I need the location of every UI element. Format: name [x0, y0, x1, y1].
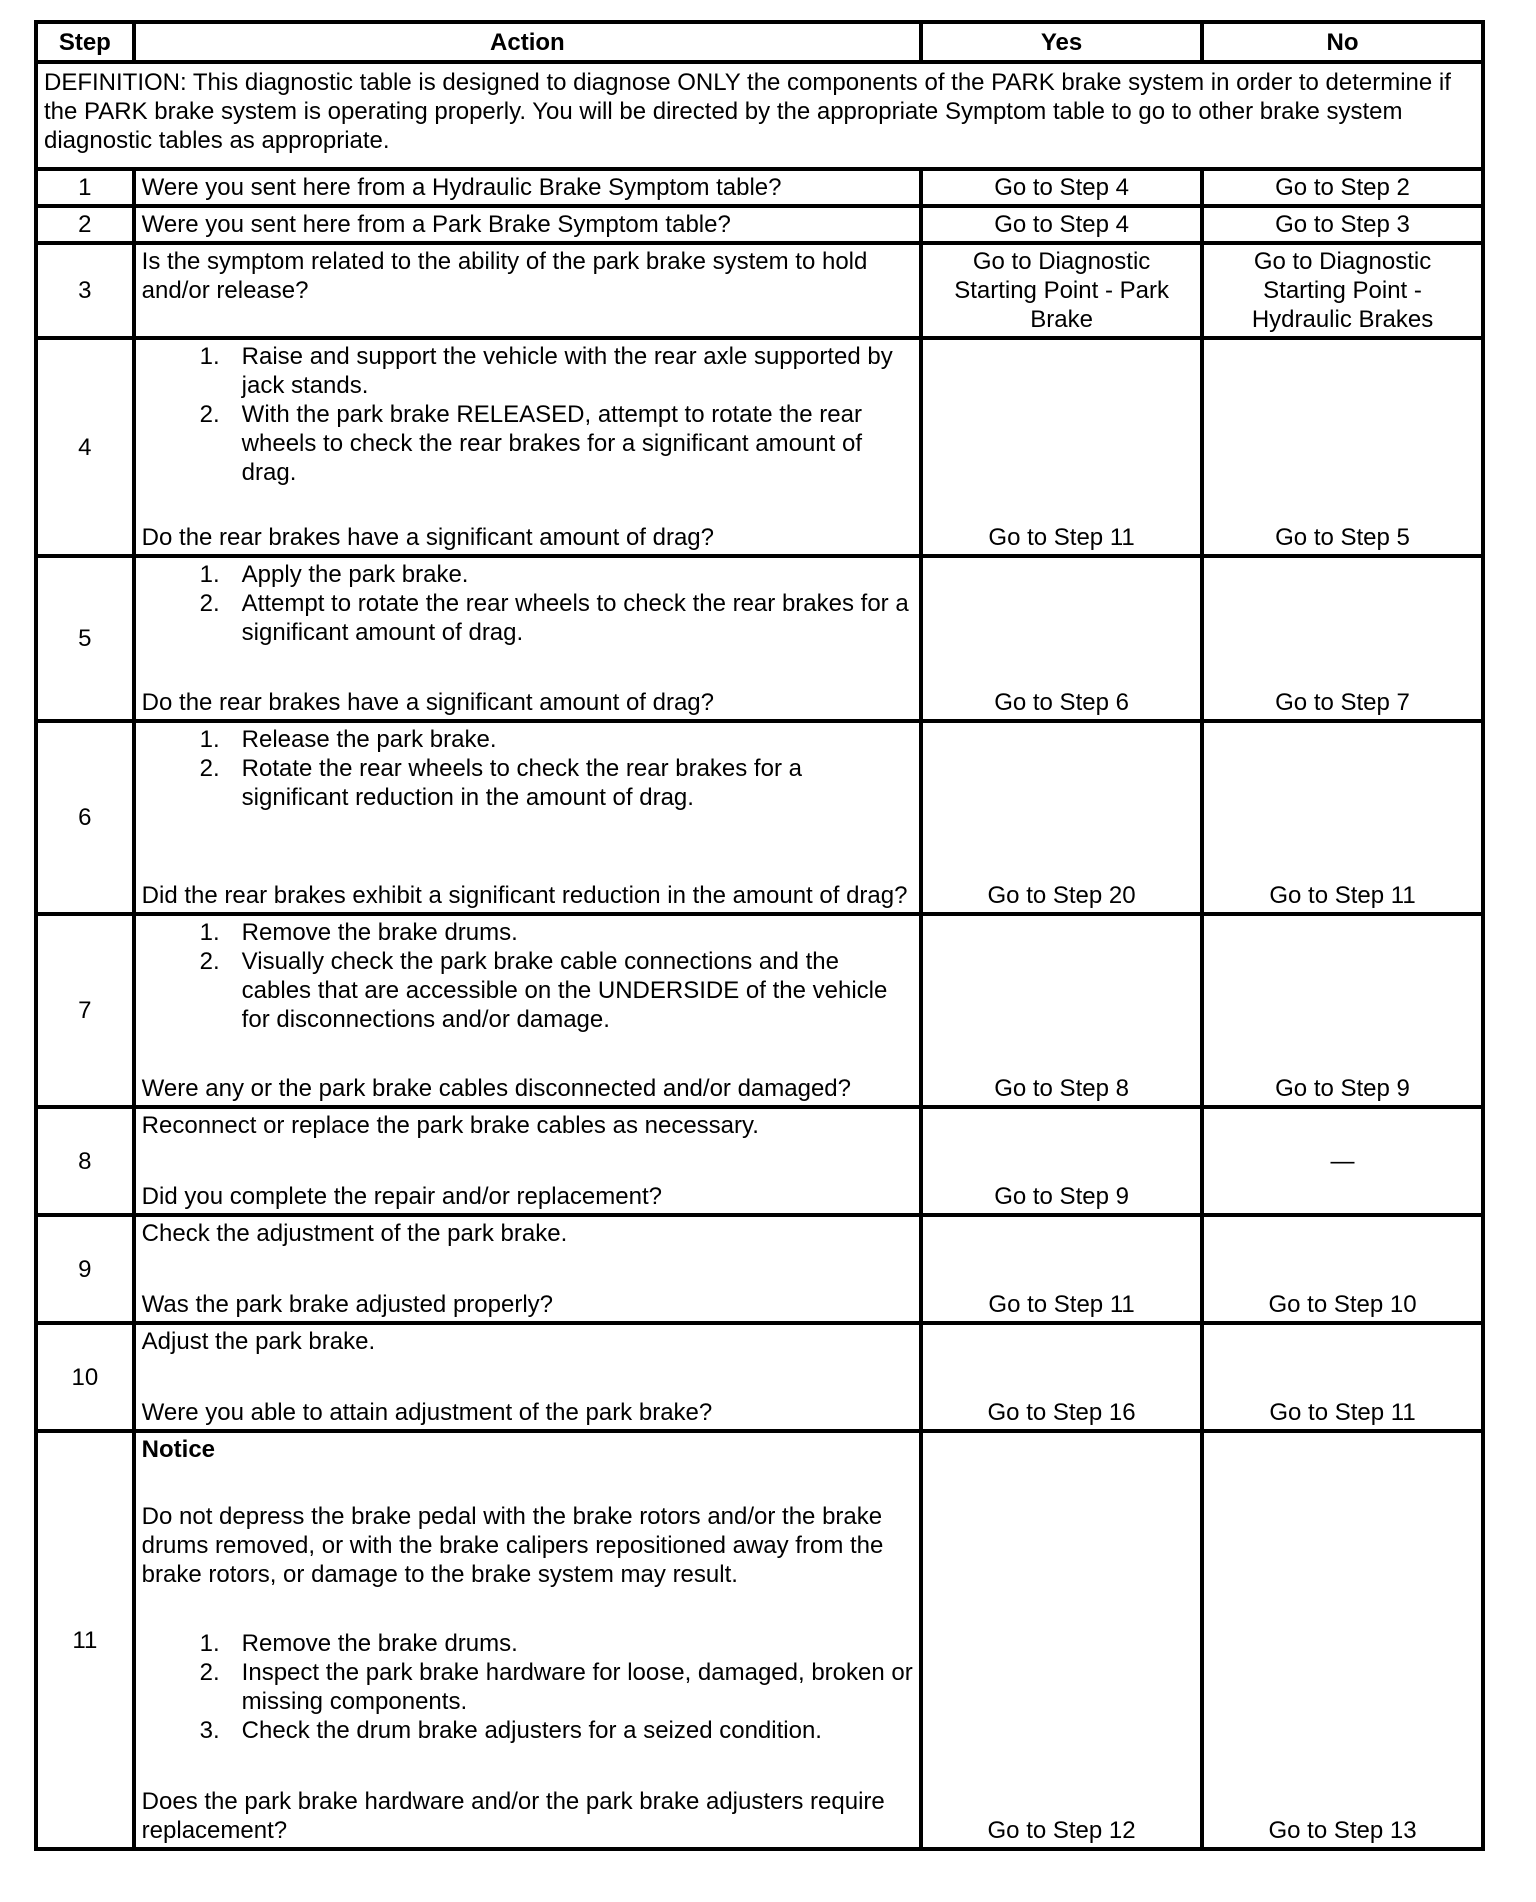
header-step: Step [36, 22, 134, 62]
list-item: 2. Attempt to rotate the rear wheels to check the rear brakes for a significant amount of drag. [199, 590, 909, 646]
substep-list [142, 1629, 913, 1745]
action-instruction: Adjust the park brake. [141, 1328, 376, 1355]
substep-list [142, 560, 913, 647]
no-outcome: Go to Step 11 [1202, 721, 1483, 914]
no-outcome: Go to Step 11 [1202, 1323, 1483, 1431]
no-outcome: Go to Step 7 [1202, 556, 1483, 721]
step-number: 3 [36, 243, 134, 338]
action-cell [134, 338, 921, 556]
step-number: 5 [36, 556, 134, 721]
action-question: Was the park brake adjusted properly? [141, 1291, 553, 1318]
action-cell [134, 914, 921, 1107]
action-question: Do the rear brakes have a significant amount of drag? [141, 524, 715, 551]
action-question: Were any or the park brake cables disconnected and/or damaged? [141, 1075, 851, 1102]
action-question: Do the rear brakes have a significant amount of drag? [141, 689, 715, 716]
step-number: 9 [36, 1215, 134, 1323]
no-outcome: Go to Step 3 [1202, 206, 1483, 243]
step-number: 4 [36, 338, 134, 556]
yes-outcome: Go to Step 6 [921, 556, 1202, 721]
table-row [36, 1323, 1483, 1431]
no-outcome: Go to Step 13 [1202, 1431, 1483, 1849]
action-instruction: Reconnect or replace the park brake cables as necessary. [141, 1112, 759, 1139]
definition-text: DEFINITION: This diagnostic table is designed to diagnose ONLY the components of the PARK brake system in order to determine if the PARK brake system is operating properly. You will be directed by the appropriate Symptom table to go to other brake system diagnostic tables as appropriate. [36, 62, 1483, 169]
park-brake-diagnostic-table [34, 20, 1485, 1851]
action-question: Does the park brake hardware and/or the park brake adjusters require replacement? [141, 1788, 885, 1844]
list-item: 1. Raise and support the vehicle with the rear axle supported by jack stands. [199, 343, 893, 399]
action-question: Were you able to attain adjustment of the park brake? [141, 1399, 713, 1426]
action-question: Did the rear brakes exhibit a significant reduction in the amount of drag? [141, 882, 908, 909]
list-item: 1. Apply the park brake. [199, 561, 469, 588]
yes-outcome: Go to Step 4 [921, 169, 1202, 206]
yes-outcome: Go to Step 11 [921, 1215, 1202, 1323]
no-outcome: Go to Step 5 [1202, 338, 1483, 556]
table-row [36, 1107, 1483, 1215]
list-item: 2. Rotate the rear wheels to check the rear brakes for a significant reduction in the amount of drag. [199, 755, 802, 811]
list-item: 1. Remove the brake drums. [199, 919, 518, 946]
table-row [36, 338, 1483, 556]
header-row [36, 22, 1483, 62]
action-question: Were you sent here from a Park Brake Symptom table? [134, 206, 921, 243]
step-number: 7 [36, 914, 134, 1107]
step-number: 10 [36, 1323, 134, 1431]
table-row [36, 721, 1483, 914]
yes-outcome: Go to Step 8 [921, 914, 1202, 1107]
yes-outcome: Go to Step 9 [921, 1107, 1202, 1215]
header-action: Action [134, 22, 921, 62]
action-cell [134, 1323, 921, 1431]
table-row [36, 169, 1483, 206]
no-outcome: Go to Diagnostic Starting Point - Hydraulic Brakes [1202, 243, 1483, 338]
header-no: No [1202, 22, 1483, 62]
list-item: 2. Inspect the park brake hardware for loose, damaged, broken or missing components. [199, 1659, 913, 1715]
yes-outcome: Go to Step 12 [921, 1431, 1202, 1849]
table-row [36, 243, 1483, 338]
action-cell [134, 1215, 921, 1323]
notice-text: Do not depress the brake pedal with the brake rotors and/or the brake drums removed, or with the brake calipers repositioned away from the brake rotors, or damage to the brake system may result. [141, 1503, 884, 1588]
yes-outcome: Go to Step 20 [921, 721, 1202, 914]
action-question: Is the symptom related to the ability of the park brake system to hold and/or release? [134, 243, 921, 338]
definition-row [36, 62, 1483, 169]
step-number: 8 [36, 1107, 134, 1215]
table-row [36, 1215, 1483, 1323]
yes-outcome: Go to Step 11 [921, 338, 1202, 556]
action-cell [134, 721, 921, 914]
action-cell [134, 556, 921, 721]
no-outcome: Go to Step 9 [1202, 914, 1483, 1107]
table-row [36, 556, 1483, 721]
no-outcome: — [1202, 1107, 1483, 1215]
list-item: 2. Visually check the park brake cable connections and the cables that are accessible on the UNDERSIDE of the vehicle for disconnections and/or damage. [199, 948, 888, 1033]
action-question: Were you sent here from a Hydraulic Brake Symptom table? [134, 169, 921, 206]
no-outcome: Go to Step 10 [1202, 1215, 1483, 1323]
header-yes: Yes [921, 22, 1202, 62]
action-question: Did you complete the repair and/or replacement? [141, 1183, 662, 1210]
notice-title: Notice [141, 1436, 216, 1463]
step-number: 2 [36, 206, 134, 243]
step-number: 11 [36, 1431, 134, 1849]
action-cell [134, 1431, 921, 1849]
substep-list [142, 918, 913, 1034]
action-instruction: Check the adjustment of the park brake. [141, 1220, 568, 1247]
table-row [36, 914, 1483, 1107]
yes-outcome: Go to Step 4 [921, 206, 1202, 243]
table-row [36, 206, 1483, 243]
substep-list [142, 342, 913, 487]
table-row [36, 1431, 1483, 1849]
diagnostic-table-page [34, 20, 1485, 1851]
yes-outcome: Go to Diagnostic Starting Point - Park Brake [921, 243, 1202, 338]
list-item: 1. Release the park brake. [199, 726, 497, 753]
list-item: 3. Check the drum brake adjusters for a seized condition. [199, 1717, 822, 1744]
action-cell [134, 1107, 921, 1215]
substep-list [142, 725, 913, 812]
step-number: 1 [36, 169, 134, 206]
no-outcome: Go to Step 2 [1202, 169, 1483, 206]
list-item: 1. Remove the brake drums. [199, 1630, 518, 1657]
step-number: 6 [36, 721, 134, 914]
yes-outcome: Go to Step 16 [921, 1323, 1202, 1431]
list-item: 2. With the park brake RELEASED, attempt to rotate the rear wheels to check the rear brakes for a significant amount of drag. [199, 401, 862, 486]
